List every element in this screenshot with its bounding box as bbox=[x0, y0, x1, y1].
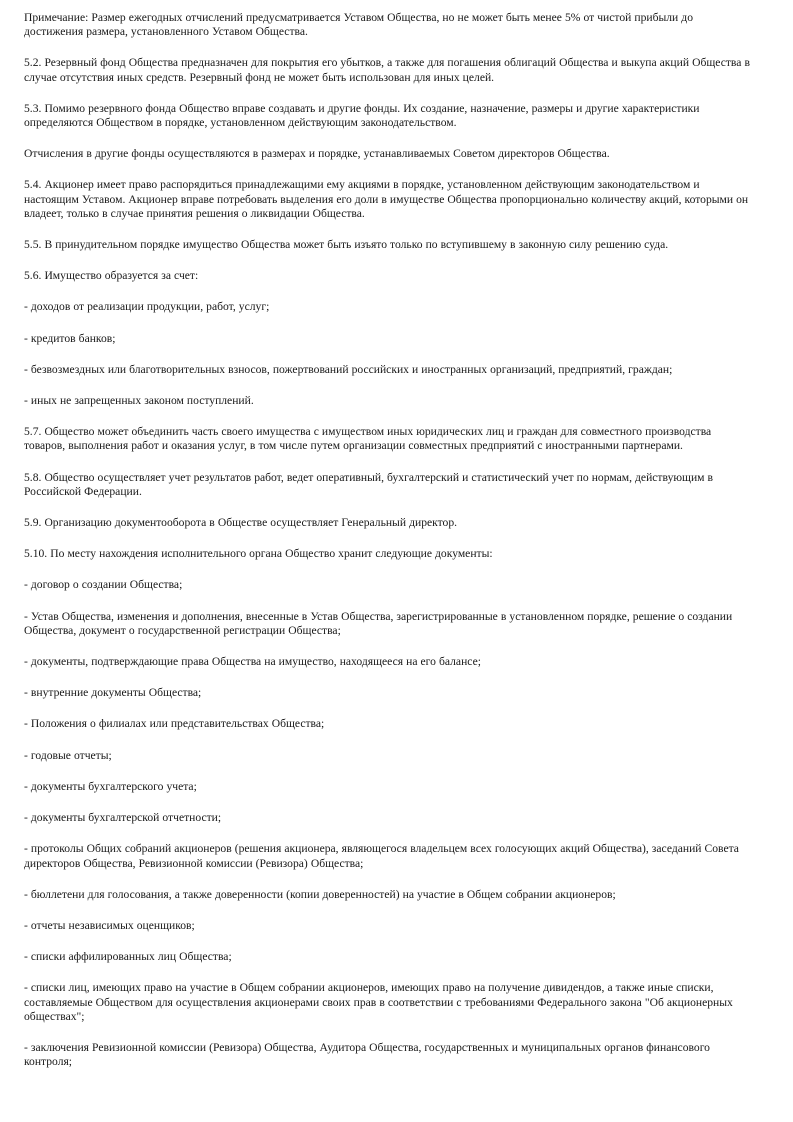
item-audit-conclusions: - заключения Ревизионной комиссии (Ревизора) Общества, Аудитора Общества, государственных и муниципальных органов финансового контроля; bbox=[24, 1040, 710, 1069]
clause-5-3: 5.3. Помимо резервного фонда Общество вправе создавать и другие фонды. Их создание, назначение, размеры и другие характеристики определяются Обществом в порядке, установленном действующим законодательством. bbox=[24, 101, 700, 130]
clause-5-2: 5.2. Резервный фонд Общества предназначен для покрытия его убытков, а также для погашения облигаций Общества и выкупа акций Общества в случае отсутствия иных средств. Резервный фонд не может быть использован для иных целей. bbox=[24, 56, 750, 84]
item-financial-statements: - документы бухгалтерской отчетности; bbox=[24, 811, 222, 825]
item-donations: - безвозмездных или благотворительных взносов, пожертвований российских и иностранных организаций, предприятий, граждан; bbox=[24, 362, 673, 376]
clause-5-9: 5.9. Организацию документооборота в Обществе осуществляет Генеральный директор. bbox=[24, 516, 458, 530]
item-other-receipts: - иных не запрещенных законом поступлений. bbox=[24, 394, 254, 408]
item-property-rights-docs: - документы, подтверждающие права Общества на имущество, находящееся на его балансе; bbox=[24, 655, 481, 669]
note-annual-deductions: Примечание: Размер ежегодных отчислений предусматривается Уставом Общества, но не может быть менее 5% от чистой прибыли до достижения размера, установленного Уставом Общества. bbox=[24, 11, 693, 39]
clause-5-8: 5.8. Общество осуществляет учет результатов работ, ведет оперативный, бухгалтерский и статистический учет по нормам, действующим в Российской Федерации. bbox=[24, 470, 714, 498]
item-accounting-docs: - документы бухгалтерского учета; bbox=[24, 779, 197, 793]
item-affiliated-persons: - списки аффилированных лиц Общества; bbox=[24, 950, 232, 964]
item-voting-ballots: - бюллетени для голосования, а также доверенности (копии доверенностей) на участие в Общем собрании акционеров; bbox=[24, 887, 616, 901]
item-internal-docs: - внутренние документы Общества; bbox=[24, 686, 202, 700]
clause-5-7: 5.7. Общество может объединить часть своего имущества с имуществом иных юридических лиц и граждан для совместного производства товаров, выполнения работ и оказания услуг, в том числе путем организации совместных предприятий с иностранными партнерами. bbox=[24, 425, 712, 453]
item-annual-reports: - годовые отчеты; bbox=[24, 748, 112, 762]
item-charter: - Устав Общества, изменения и дополнения, внесенные в Устав Общества, зарегистрированные в установленном порядке, решение о создании Общества, документ о государственной регистрации Общества; bbox=[24, 609, 733, 637]
item-income-sales: - доходов от реализации продукции, работ, услуг; bbox=[24, 300, 270, 314]
document-body bbox=[24, 11, 750, 1069]
clause-5-4: 5.4. Акционер имеет право распорядиться принадлежащими ему акциями в порядке, установленном действующим законодательством и настоящим Уставом. Акционер вправе потребовать выделения его доли в имуществе Общества пропорционально количеству акций, которыми он владеет, только в случае принятия решения о ликвидации Общества. bbox=[24, 178, 749, 220]
clause-5-10: 5.10. По месту нахождения исполнительного органа Общество хранит следующие документы: bbox=[24, 547, 493, 561]
item-meeting-minutes: - протоколы Общих собраний акционеров (решения акционера, являющегося владельцем всех голосующих акций Общества), заседаний Совета директоров Общества, Ревизионной комиссии (Ревизора) Общества; bbox=[24, 842, 739, 870]
item-founding-agreement: - договор о создании Общества; bbox=[24, 578, 183, 592]
clause-5-5: 5.5. В принудительном порядке имущество Общества может быть изъято только по вступившему в законную силу решению суда. bbox=[24, 238, 669, 252]
clause-5-6: 5.6. Имущество образуется за счет: bbox=[24, 269, 199, 283]
item-shareholder-lists: - списки лиц, имеющих право на участие в Общем собрании акционеров, имеющих право на получение дивидендов, а также иные списки, составляемые Обществом для осуществления акционерами своих прав в соответствии с требованиями Федерального закона "Об акционерных обществах"; bbox=[24, 981, 733, 1023]
clause-5-3-cont: Отчисления в другие фонды осуществляются в размерах и порядке, устанавливаемых Советом директоров Общества. bbox=[24, 147, 610, 161]
item-appraiser-reports: - отчеты независимых оценщиков; bbox=[24, 918, 195, 932]
item-bank-credits: - кредитов банков; bbox=[24, 331, 116, 345]
item-branch-regulations: - Положения о филиалах или представительствах Общества; bbox=[24, 717, 325, 731]
